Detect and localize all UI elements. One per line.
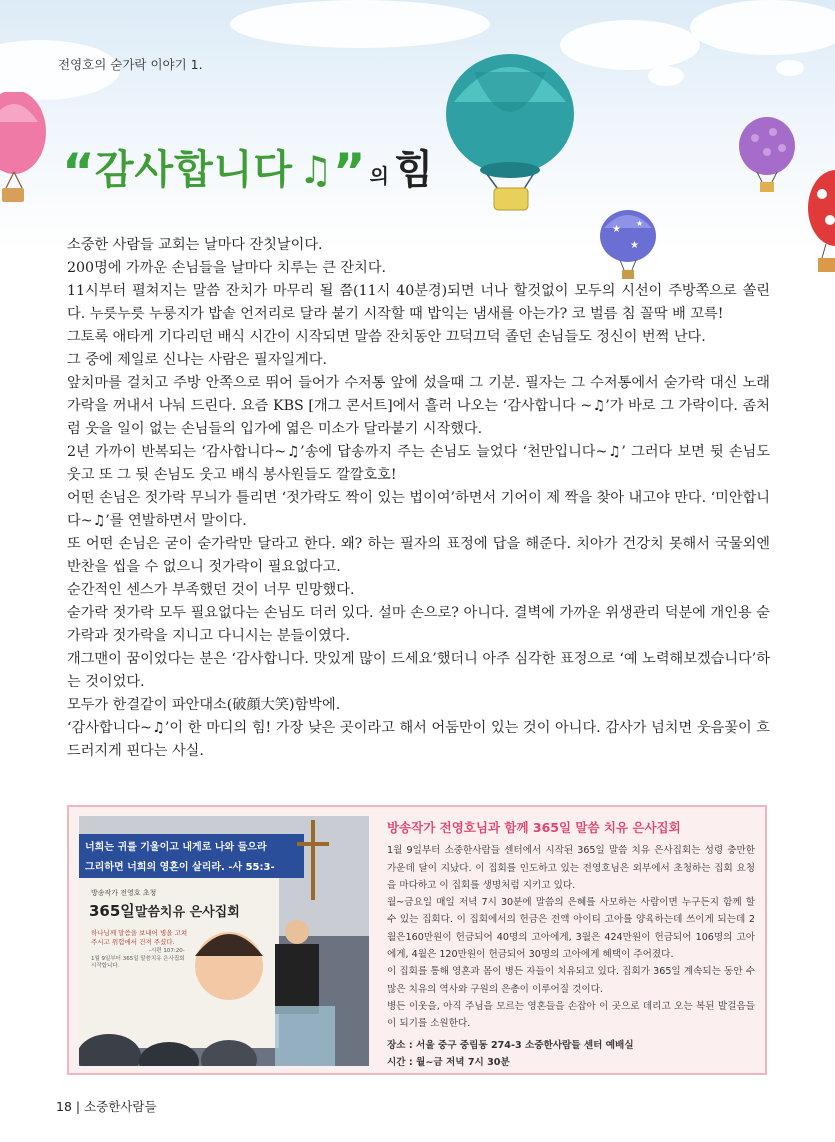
cloud bbox=[776, 60, 804, 76]
body-paragraph: ‘감사합니다~♫’이 한 마디의 힘! 가장 낮은 곳이라고 해서 어둠만이 있는 것이 아니다. 감사가 넘치면 웃음꽃이 흐드러지게 핀다는 사실. bbox=[67, 720, 770, 759]
event-info-text bbox=[387, 819, 755, 1071]
event-place: 장소 : 서울 중구 중림동 274-3 소중한사람들 센터 예배실 bbox=[387, 1039, 634, 1051]
event-info-paragraph: 월~금요일 매일 저녁 7시 30분에 말씀의 은혜를 사모하는 사람이면 누구든지 함께 할 수 있는 집회다. 이 집회에서의 헌금은 전액 아이티 고아를 양육하는데 쓰이게 되는데 2월은160만원이 헌금되어 40명의 고아에게, 3월은 424만원이 헌금되어 106명의 고아에게, 4월은 120만원이 헌금되어 30명의 고아에게 혜택이 주어졌다. bbox=[387, 897, 755, 961]
page-footer: 18 | 소중한사람들 bbox=[56, 1099, 157, 1114]
svg-text:★: ★ bbox=[636, 219, 644, 228]
poster-small-text: 방송작가 전영호 초청 bbox=[91, 889, 157, 897]
banner-line-1: 너희는 귀를 기울이고 내게로 나와 들으라 bbox=[85, 842, 267, 853]
body-paragraph: 또 어떤 손님은 굳이 숟가락만 달라고 한다. 왜? 하는 필자의 표정에 답을 해준다. 치아가 건강치 못해서 국물외엔 반찬을 씹을 수 없으니 젓가락이 필요없다고. bbox=[67, 536, 770, 575]
body-paragraph: 순간적인 센스가 부족했던 것이 너무 민망했다. bbox=[67, 582, 355, 598]
sky-background bbox=[0, 0, 835, 250]
body-paragraph: 앞치마를 걸치고 주방 안쪽으로 뛰어 들어가 수저통 앞에 섰을때 그 기분. 필자는 그 수저통에서 숟가락 대신 노래가락을 꺼내서 나눠 드린다. 요즘 KBS [개그 콘서트]에서 흘러 나오는 ‘감사합니다 ~♫’가 바로 그 가락이다. 좀처럼 웃을 일이 없는 손님들의 입가에 엷은 미소가 달라붙기 시작했다. bbox=[67, 375, 770, 437]
body-paragraph: 숟가락 젓가락 모두 필요없다는 손님도 더러 있다. 설마 손으로? 아니다. 결벽에 가까운 위생관리 덕분에 개인용 숟가락과 젓가락을 지니고 다니시는 분들이였다. bbox=[67, 605, 770, 644]
body-paragraph: 그토록 애타게 기다리던 배식 시간이 시작되면 말씀 잔치동안 끄덕끄덕 졸던 손님들도 정신이 번쩍 난다. bbox=[67, 329, 706, 345]
title-open-quote: “ bbox=[62, 143, 95, 201]
body-paragraph: 어떤 손님은 젓가락 무늬가 틀리면 ‘젓가락도 짝이 있는 법이여’하면서 기어이 제 짝을 찾아 내고야 만다. ‘미안합니다~♫’를 연발하면서 말이다. bbox=[67, 490, 770, 529]
poster-title-main: 말씀치유 은사집회 bbox=[134, 905, 240, 920]
body-paragraph: 개그맨이 꿈이었다는 분은 ‘감사합니다. 맛있게 많이 드세요’했더니 아주 심각한 표정으로 ‘예 노력해보겠습니다’하는 것이었다. bbox=[67, 651, 770, 690]
svg-text:★: ★ bbox=[630, 240, 639, 251]
event-info-paragraph: 병든 이웃을, 아직 주님을 모르는 영혼들을 손잡아 이 곳으로 데리고 오는 복된 발걸음들이 되기를 소원한다. bbox=[387, 1000, 755, 1030]
poster-verse-1: 하나님께 말씀을 보내어 병을 고쳐 bbox=[91, 929, 188, 937]
title-him: 힘 bbox=[394, 147, 434, 193]
event-info-title: 방송작가 전영호님과 함께 365일 말씀 치유 은사집회 bbox=[387, 820, 681, 835]
poster-verse-2: 주시고 위험에서 건져 주셨다. bbox=[91, 938, 175, 946]
music-note-icon: ♫ bbox=[298, 148, 333, 192]
lavender-balloon-icon bbox=[738, 116, 796, 196]
title-main: 감사합니다 bbox=[94, 147, 294, 193]
red-dot-balloon-icon bbox=[806, 170, 835, 276]
banner-line-2: 그리하면 너희의 영혼이 살리라. -사 55:3- bbox=[85, 862, 275, 873]
title-particle: 의 bbox=[369, 164, 389, 188]
body-paragraph: 모두가 한결같이 파안대소(破顔大笑)함박에. bbox=[67, 697, 341, 713]
poster-notice: 1월 9일부터 365일 말씀치유 은사집회 시작합니다. bbox=[91, 956, 185, 969]
cloud bbox=[690, 0, 835, 55]
event-photo bbox=[79, 816, 369, 1066]
body-paragraph: 200명에 가까운 손님들을 날마다 치루는 큰 잔치다. bbox=[67, 260, 387, 276]
event-info-box bbox=[67, 805, 767, 1075]
running-head: 전영호의 숟가락 이야기 1. bbox=[58, 57, 203, 72]
event-info-paragraph: 1월 9일부터 소중한사람들 센터에서 시작된 365일 말씀 치유 은사집회는 성령 충만한 가운데 달이 지났다. 이 집회를 인도하고 있는 전영호님은 외부에서 초청하는 집회 요청을 마다하고 이 집회를 생명처럼 지키고 있다. bbox=[387, 845, 755, 891]
body-paragraph: 그 중에 제일로 신나는 사람은 필자일게다. bbox=[67, 352, 328, 368]
poster-verse-ref: -시편 107:20- bbox=[149, 948, 185, 954]
poster-title-days: 365일 bbox=[89, 902, 135, 920]
body-paragraph: 2년 가까이 반복되는 ‘감사합니다~♫’송에 답송까지 주는 손님도 늘었다 ‘천만입니다~♫’ 그러다 보면 뒷 손님도 웃고 또 그 뒷 손님도 웃고 배식 봉사원들도 깔깔호호! bbox=[67, 444, 770, 483]
title-close-quote: ” bbox=[332, 143, 366, 201]
article-title bbox=[62, 138, 433, 201]
cloud bbox=[648, 66, 684, 86]
poster-title bbox=[89, 900, 240, 921]
cloud bbox=[230, 0, 490, 48]
teal-balloon-icon bbox=[444, 52, 582, 222]
body-paragraph: 소중한 사람들 교회는 날마다 잔칫날이다. bbox=[67, 237, 323, 253]
body-paragraph: 11시부터 펼쳐지는 말씀 잔치가 마무리 될 쯤(11시 40분경)되면 너나 할것없이 모두의 시선이 주방쪽으로 쏠린다. 누릇누릇 누룽지가 밥솥 언저리로 달라 붙기 시작할 때 밥익는 냄새를 아는가? 코 벌름 침 꼴딱 배 꼬륵! bbox=[67, 283, 770, 322]
pink-balloon-icon bbox=[0, 92, 52, 212]
svg-text:★: ★ bbox=[612, 224, 621, 235]
event-info-paragraph: 이 집회를 통해 영혼과 몸이 병든 자들이 치유되고 있다. 집회가 365일 계속되는 동안 수많은 치유의 역사와 구원의 은총이 이루어질 것이다. bbox=[387, 966, 755, 995]
article-body bbox=[67, 234, 770, 763]
event-time: 시간 : 월~금 저녁 7시 30분 bbox=[387, 1056, 510, 1068]
